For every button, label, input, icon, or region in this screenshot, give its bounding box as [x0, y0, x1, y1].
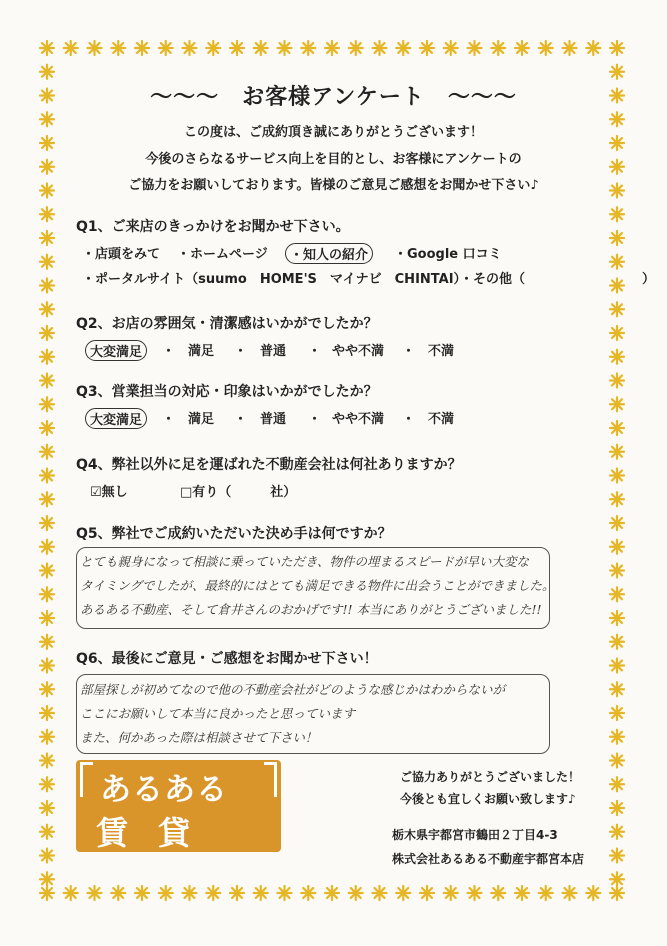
flower-icon — [515, 41, 529, 55]
q1-option-referral[interactable]: ・知人の紹介 — [285, 243, 373, 264]
q3-option-very-satisfied[interactable]: 大変満足 — [85, 408, 147, 429]
flower-icon — [610, 886, 624, 900]
q1-options — [82, 243, 656, 288]
flower-icon — [325, 886, 339, 900]
page-title: 〜〜〜 お客様アンケート 〜〜〜 — [150, 85, 517, 110]
flower-icon — [349, 41, 363, 55]
q2-option-neutral[interactable]: 普通 — [260, 344, 287, 359]
flower-icon — [230, 41, 244, 55]
flower-icon — [206, 41, 220, 55]
q3-dot: ・ — [402, 412, 416, 427]
flower-icon — [468, 886, 482, 900]
flower-icon — [40, 279, 54, 293]
q4-label: Q4、弊社以外に足を運ばれた不動産会社は何社ありますか？ — [76, 457, 462, 473]
flower-icon — [610, 825, 624, 839]
flower-icon — [373, 41, 387, 55]
flower-icon — [40, 635, 54, 649]
closing-line-1: ご協力ありがとうございました！ — [400, 770, 581, 784]
flower-icon — [40, 754, 54, 768]
flower-icon — [40, 41, 54, 55]
flower-icon — [610, 872, 624, 886]
intro-line-2: 今後のさらなるサービス向上を目的とし、お客様にアンケートの — [145, 152, 522, 167]
q5-label: Q5、弊社でご成約いただいた決め手は何ですか？ — [76, 526, 392, 542]
flower-icon — [230, 886, 244, 900]
flower-icon — [539, 41, 553, 55]
flower-icon — [610, 587, 624, 601]
flower-icon — [610, 445, 624, 459]
flower-icon — [610, 516, 624, 530]
flower-icon — [135, 886, 149, 900]
flower-icon — [563, 886, 577, 900]
q3-label: Q3、営業担当の対応・印象はいかがでしたか？ — [76, 384, 378, 400]
flower-icon — [420, 886, 434, 900]
q2-dot: ・ — [402, 344, 416, 359]
flower-icon — [610, 754, 624, 768]
flower-icon — [111, 41, 125, 55]
flower-icon — [183, 41, 197, 55]
flower-icon — [40, 302, 54, 316]
flower-icon — [278, 886, 292, 900]
flower-icon — [444, 41, 458, 55]
flower-icon — [254, 41, 268, 55]
logo-bracket — [264, 762, 277, 797]
flower-icon — [396, 886, 410, 900]
flower-icon — [40, 516, 54, 530]
flower-icon — [396, 41, 410, 55]
q2-dot: ・ — [162, 344, 176, 359]
flower-icon — [40, 207, 54, 221]
q6-label: Q6、最後にご意見・ご感想をお聞かせ下さい！ — [76, 651, 378, 667]
flower-icon — [40, 872, 54, 886]
q3-option-neutral[interactable]: 普通 — [260, 412, 287, 427]
flower-icon — [159, 41, 173, 55]
q2-dot: ・ — [308, 344, 322, 359]
flower-icon — [301, 41, 315, 55]
flower-icon — [349, 886, 363, 900]
q6-answer-line: 部屋探しが初めてなので他の不動産会社がどのような感じかはわからないが — [80, 682, 506, 697]
flower-icon — [40, 659, 54, 673]
flower-icon — [610, 421, 624, 435]
flower-icon — [610, 635, 624, 649]
flower-icon — [610, 231, 624, 245]
q4-options — [90, 481, 390, 501]
flower-icon — [40, 65, 54, 79]
q5-answer-line: タイミングでしたが、最終的にはとても満足できる物件に出会うことができました。 — [80, 578, 555, 593]
flower-icon — [64, 41, 78, 55]
flower-icon — [111, 886, 125, 900]
q2-options — [90, 340, 490, 360]
q5-answer-line: とても親身になって相談に乗っていただき、物件の埋まるスピードが早い大変な — [80, 554, 530, 569]
closing-line-2: 今後とも宜しくお願い致します♪ — [400, 792, 576, 806]
logo-text-bottom: 賃貸 — [96, 814, 221, 852]
flower-icon — [40, 801, 54, 815]
flower-icon — [40, 326, 54, 340]
flower-icon — [586, 41, 600, 55]
flower-icon — [40, 730, 54, 744]
flower-icon — [610, 326, 624, 340]
q3-dot: ・ — [308, 412, 322, 427]
q1-option-store[interactable]: ・店頭をみて — [82, 247, 161, 262]
q2-option-very-satisfied[interactable]: 大変満足 — [85, 340, 147, 361]
q1-option-google[interactable]: ・Google 口コミ — [394, 247, 502, 262]
q3-option-dissatisfied[interactable]: 不満 — [428, 412, 455, 427]
q2-option-somewhat-dissatisfied[interactable]: やや不満 — [332, 344, 385, 359]
flower-icon — [40, 825, 54, 839]
flower-icon — [40, 397, 54, 411]
intro-line-3: ご協力をお願いしております。皆様のご意見ご感想をお聞かせ下さい♪ — [128, 178, 539, 193]
flower-icon — [610, 374, 624, 388]
flower-icon — [373, 886, 387, 900]
intro-line-1: この度は、ご成約頂き誠にありがとうございます！ — [183, 125, 483, 140]
flower-icon — [610, 397, 624, 411]
flower-icon — [278, 41, 292, 55]
flower-icon — [610, 492, 624, 506]
flower-icon — [610, 540, 624, 554]
flower-icon — [40, 611, 54, 625]
q3-dot: ・ — [162, 412, 176, 427]
flower-icon — [40, 421, 54, 435]
flower-icon — [610, 682, 624, 696]
flower-icon — [40, 231, 54, 245]
flower-icon — [40, 777, 54, 791]
flower-icon — [420, 41, 434, 55]
flower-icon — [610, 611, 624, 625]
q4-option-none[interactable]: ☑無し — [90, 485, 128, 500]
flower-icon — [610, 41, 624, 55]
flower-icon — [610, 706, 624, 720]
flower-icon — [40, 492, 54, 506]
flower-icon — [88, 41, 102, 55]
q2-label: Q2、お店の雰囲気・清潔感はいかがでしたか？ — [76, 316, 378, 332]
flower-icon — [610, 302, 624, 316]
q1-label: Q1、ご来店のきっかけをお聞かせ下さい。 — [76, 219, 350, 235]
flower-icon — [40, 564, 54, 578]
q5-answer-line: あるある不動産、そして倉井さんのおかげです!! 本当にありがとうございました!! — [80, 602, 542, 617]
flower-icon — [610, 659, 624, 673]
company-logo — [76, 760, 281, 852]
flower-icon — [64, 886, 78, 900]
q4-option-some[interactable]: □有り（ 社） — [180, 485, 297, 500]
q2-option-satisfied[interactable]: 満足 — [188, 344, 215, 359]
flower-icon — [40, 886, 54, 900]
flower-icon — [40, 849, 54, 863]
q3-option-satisfied[interactable]: 満足 — [188, 412, 215, 427]
flower-icon — [206, 886, 220, 900]
flower-icon — [468, 41, 482, 55]
flower-icon — [301, 886, 315, 900]
q2-dot: ・ — [234, 344, 248, 359]
flower-icon — [491, 41, 505, 55]
flower-icon — [40, 540, 54, 554]
flower-icon — [610, 350, 624, 364]
flower-icon — [586, 886, 600, 900]
logo-bracket — [80, 762, 93, 797]
q1-option-portal[interactable]: ・ポータルサイト（suumo HOME'S マイナビ CHINTAI）・その他（ ） — [82, 272, 656, 287]
company-name: 株式会社あるある不動産宇都宮本店 — [392, 852, 585, 866]
flower-icon — [563, 41, 577, 55]
flower-icon — [610, 469, 624, 483]
flower-icon — [539, 886, 553, 900]
flower-icon — [40, 682, 54, 696]
flower-icon — [610, 65, 624, 79]
flower-icon — [40, 445, 54, 459]
q3-option-somewhat-dissatisfied[interactable]: やや不満 — [332, 412, 385, 427]
flower-icon — [515, 886, 529, 900]
q2-option-dissatisfied[interactable]: 不満 — [428, 344, 455, 359]
flower-icon — [610, 849, 624, 863]
q3-options — [90, 408, 490, 428]
flower-icon — [610, 207, 624, 221]
q6-answer-line: ここにお願いして本当に良かったと思っています — [80, 706, 356, 721]
q1-option-homepage[interactable]: ・ホームページ — [177, 247, 268, 262]
flower-icon — [88, 886, 102, 900]
flower-icon — [40, 587, 54, 601]
flower-icon — [610, 564, 624, 578]
flower-icon — [610, 777, 624, 791]
flower-icon — [40, 255, 54, 269]
flower-icon — [135, 41, 149, 55]
address-line: 栃木県宇都宮市鶴田２丁目4-3 — [392, 828, 558, 842]
flower-icon — [610, 801, 624, 815]
q6-answer-line: また、何かあった際は相談させて下さい！ — [80, 730, 318, 745]
flower-icon — [40, 706, 54, 720]
flower-icon — [159, 886, 173, 900]
flower-icon — [325, 41, 339, 55]
flower-icon — [610, 255, 624, 269]
flower-icon — [444, 886, 458, 900]
flower-icon — [40, 374, 54, 388]
logo-text-top: あるある — [100, 772, 228, 808]
flower-icon — [40, 469, 54, 483]
q3-dot: ・ — [234, 412, 248, 427]
flower-icon — [491, 886, 505, 900]
flower-icon — [183, 886, 197, 900]
flower-icon — [610, 730, 624, 744]
flower-icon — [254, 886, 268, 900]
flower-icon — [40, 350, 54, 364]
